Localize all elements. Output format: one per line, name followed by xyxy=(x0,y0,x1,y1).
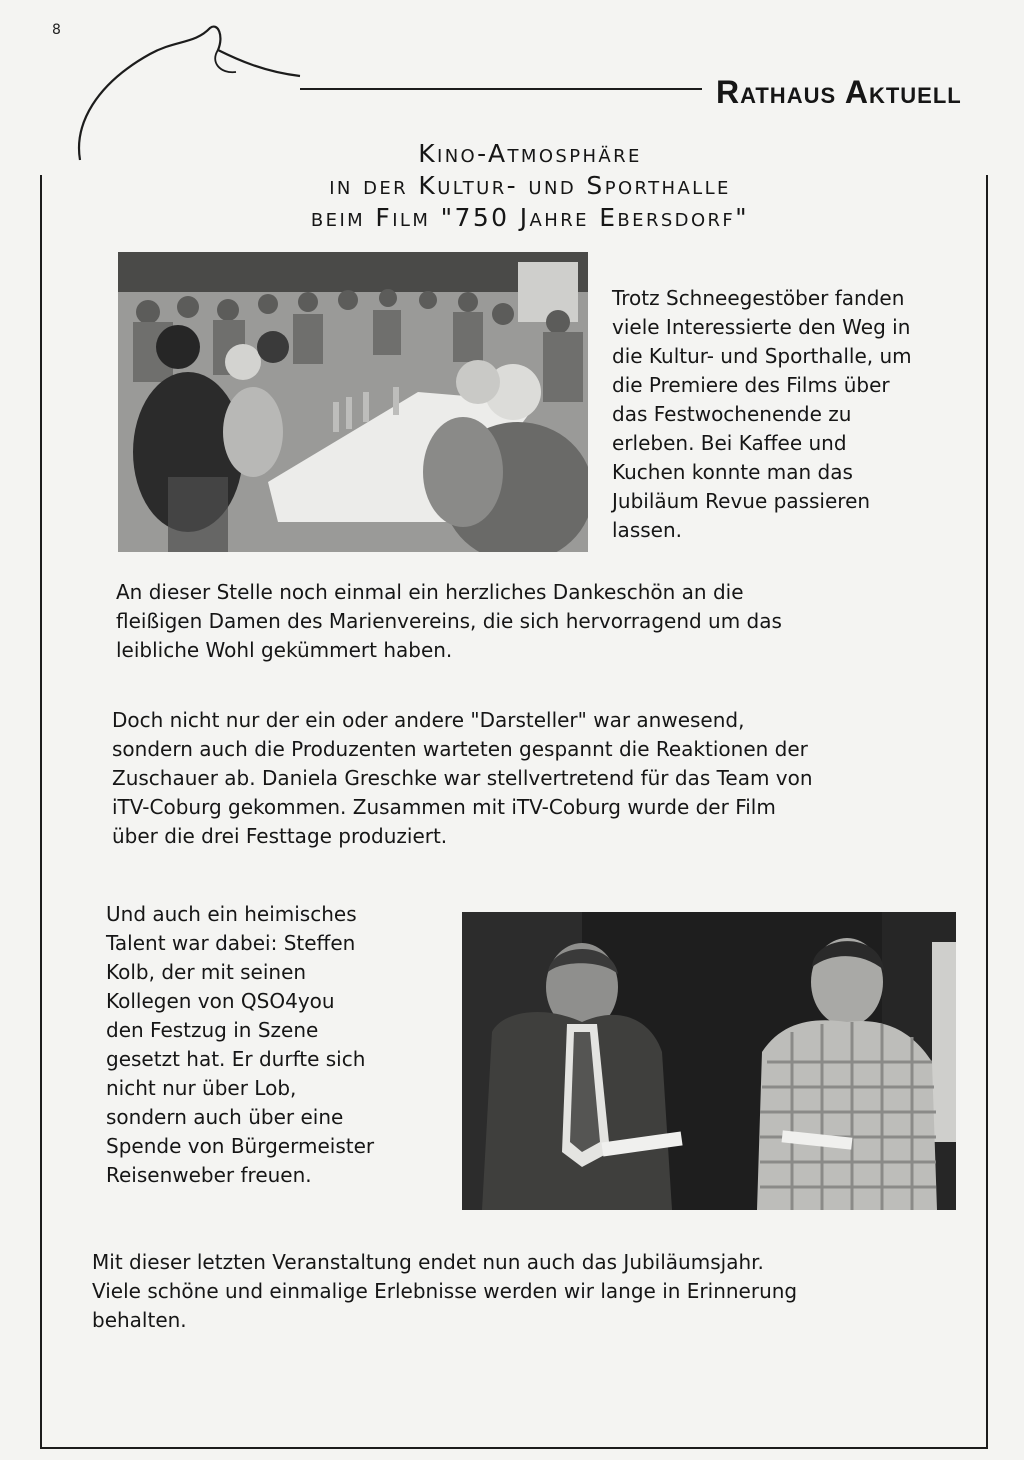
talent-line: sondern auch über eine xyxy=(106,1105,344,1129)
producers-line: iTV-Coburg gekommen. Zusammen mit iTV-Coburg wurde der Film xyxy=(112,795,776,819)
intro-line: erleben. Bei Kaffee und xyxy=(612,431,847,455)
talent-line: gesetzt hat. Er durfte sich xyxy=(106,1047,366,1071)
producers-line: über die drei Festtage produziert. xyxy=(112,824,448,848)
talent-paragraph xyxy=(106,900,374,1190)
article-title xyxy=(230,138,830,234)
intro-line: lassen. xyxy=(612,518,682,542)
intro-line: das Festwochenende zu xyxy=(612,402,852,426)
producers-line: Doch nicht nur der ein oder andere "Darsteller" war anwesend, xyxy=(112,708,745,732)
intro-line: Trotz Schneegestöber fanden xyxy=(612,286,905,310)
title-line: beim Film "750 Jahre Ebersdorf" xyxy=(310,203,750,232)
audience-photo xyxy=(118,252,588,552)
closing-paragraph xyxy=(92,1248,797,1335)
intro-line: Kuchen konnte man das xyxy=(612,460,853,484)
closing-line: behalten. xyxy=(92,1308,187,1332)
talent-line: den Festzug in Szene xyxy=(106,1018,319,1042)
producers-line: Zuschauer ab. Daniela Greschke war stellvertretend für das Team von xyxy=(112,766,813,790)
thanks-paragraph xyxy=(116,578,782,665)
talent-line: nicht nur über Lob, xyxy=(106,1076,297,1100)
thanks-line: leibliche Wohl gekümmert haben. xyxy=(116,638,453,662)
thanks-line: fleißigen Damen des Marienvereins, die sich hervorragend um das xyxy=(116,609,782,633)
closing-line: Mit dieser letzten Veranstaltung endet nun auch das Jubiläumsjahr. xyxy=(92,1250,764,1274)
title-line: in der Kultur- und Sporthalle xyxy=(329,171,731,200)
intro-paragraph xyxy=(612,284,912,545)
presentation-photo xyxy=(462,912,956,1210)
producers-paragraph xyxy=(112,706,813,851)
talent-line: Talent war dabei: Steffen xyxy=(106,931,356,955)
header-rule xyxy=(300,88,702,90)
masthead: Rathaus Aktuell xyxy=(716,74,962,110)
thanks-line: An dieser Stelle noch einmal ein herzliches Dankeschön an die xyxy=(116,580,744,604)
talent-line: Kollegen von QSO4you xyxy=(106,989,335,1013)
page-number: 8 xyxy=(52,22,61,38)
talent-line: Reisenweber freuen. xyxy=(106,1163,312,1187)
intro-line: viele Interessierte den Weg in xyxy=(612,315,911,339)
intro-line: die Kultur- und Sporthalle, um xyxy=(612,344,912,368)
talent-line: Spende von Bürgermeister xyxy=(106,1134,375,1158)
producers-line: sondern auch die Produzenten warteten gespannt die Reaktionen der xyxy=(112,737,808,761)
talent-line: Und auch ein heimisches xyxy=(106,902,357,926)
title-line: Kino-Atmosphäre xyxy=(418,139,642,168)
intro-line: Jubiläum Revue passieren xyxy=(612,489,871,513)
intro-line: die Premiere des Films über xyxy=(612,373,890,397)
closing-line: Viele schöne und einmalige Erlebnisse werden wir lange in Erinnerung xyxy=(92,1279,798,1303)
talent-line: Kolb, der mit seinen xyxy=(106,960,307,984)
